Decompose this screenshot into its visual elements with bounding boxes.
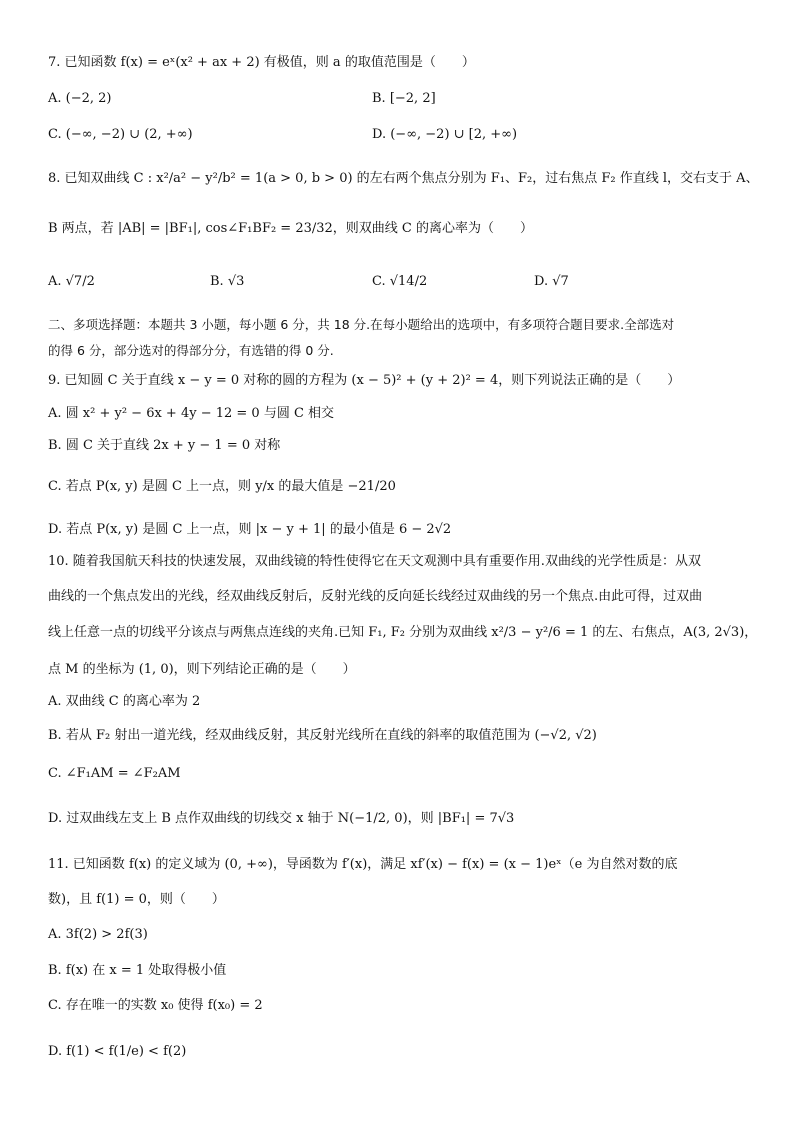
question-11-option-d: D. f(1) < f(1/e) < f(2) bbox=[48, 1044, 187, 1059]
question-11-stem-line-1: 11. 已知函数 f(x) 的定义域为 (0, +∞)，导函数为 f′(x)，满足 xf′(x) − f(x) = (x − 1)eˣ（e 为自然对数的底 bbox=[48, 857, 678, 872]
question-7-option-b: B. [−2, 2] bbox=[372, 91, 436, 106]
question-10-stem-line-1: 10. 随着我国航天科技的快速发展，双曲线镜的特性使得它在天文观测中具有重要作用.双曲线的光学性质是：从双 bbox=[48, 554, 701, 569]
question-11-option-a: A. 3f(2) > 2f(3) bbox=[48, 927, 148, 942]
question-8-stem-line-1: 8. 已知双曲线 C : x²/a² − y²/b² = 1(a > 0, b > 0) 的左右两个焦点分别为 F₁、F₂，过右焦点 F₂ 作直线 l，交右支于 A、 bbox=[48, 171, 759, 186]
section-2-instructions-line-2: 的得 6 分，部分选对的得部分分，有选错的得 0 分. bbox=[48, 343, 334, 358]
question-7-option-d: D. (−∞, −2) ∪ [2, +∞) bbox=[372, 127, 518, 142]
question-8-option-b: B. √3 bbox=[210, 274, 245, 289]
question-8-stem-line-2: B 两点，若 |AB| = |BF₁|, cos∠F₁BF₂ = 23/32，则双曲线 C 的离心率为（ ） bbox=[48, 221, 534, 236]
question-9-option-d: D. 若点 P(x, y) 是圆 C 上一点，则 |x − y + 1| 的最小值是 6 − 2√2 bbox=[48, 522, 452, 537]
question-9-option-a: A. 圆 x² + y² − 6x + 4y − 12 = 0 与圆 C 相交 bbox=[48, 406, 335, 421]
section-2-instructions-line-1: 二、多项选择题：本题共 3 小题，每小题 6 分，共 18 分.在每小题给出的选项中，有多项符合题目要求.全部选对 bbox=[48, 317, 675, 332]
question-8-option-c: C. √14/2 bbox=[372, 274, 428, 289]
question-10-stem-line-4: 点 M 的坐标为 (1, 0)，则下列结论正确的是（ ） bbox=[48, 662, 356, 677]
question-7-option-c: C. (−∞, −2) ∪ (2, +∞) bbox=[48, 127, 193, 142]
question-10-option-d: D. 过双曲线左支上 B 点作双曲线的切线交 x 轴于 N(−1/2, 0)，则 |BF₁| = 7√3 bbox=[48, 811, 515, 826]
question-11-stem-line-2: 数)，且 f(1) = 0，则（ ） bbox=[48, 892, 225, 907]
question-10-option-c: C. ∠F₁AM = ∠F₂AM bbox=[48, 766, 181, 781]
question-7-option-a: A. (−2, 2) bbox=[48, 91, 112, 106]
question-10-option-b: B. 若从 F₂ 射出一道光线，经双曲线反射，其反射光线所在直线的斜率的取值范围为 (−√2, √2) bbox=[48, 728, 597, 743]
question-9-stem: 9. 已知圆 C 关于直线 x − y = 0 对称的圆的方程为 (x − 5)² + (y + 2)² = 4，则下列说法正确的是（ ） bbox=[48, 373, 681, 388]
question-9-option-b: B. 圆 C 关于直线 2x + y − 1 = 0 对称 bbox=[48, 438, 281, 453]
question-10-stem-line-2: 曲线的一个焦点发出的光线，经双曲线反射后，反射光线的反向延长线经过双曲线的另一个焦点.由此可得，过双曲 bbox=[48, 589, 703, 604]
question-7-stem: 7. 已知函数 f(x) = eˣ(x² + ax + 2) 有极值，则 a 的取值范围是（ ） bbox=[48, 55, 475, 70]
question-9-option-c: C. 若点 P(x, y) 是圆 C 上一点，则 y/x 的最大值是 −21/20 bbox=[48, 479, 396, 494]
question-11-option-b: B. f(x) 在 x = 1 处取得极小值 bbox=[48, 963, 227, 978]
question-8-option-d: D. √7 bbox=[534, 274, 569, 289]
question-8-option-a: A. √7/2 bbox=[48, 274, 95, 289]
question-10-stem-line-3: 线上任意一点的切线平分该点与两焦点连线的夹角.已知 F₁, F₂ 分别为双曲线 x²/3 − y²/6 = 1 的左、右焦点，A(3, 2√3)， bbox=[48, 625, 758, 640]
question-10-option-a: A. 双曲线 C 的离心率为 2 bbox=[48, 694, 201, 709]
question-11-option-c: C. 存在唯一的实数 x₀ 使得 f(x₀) = 2 bbox=[48, 998, 263, 1013]
